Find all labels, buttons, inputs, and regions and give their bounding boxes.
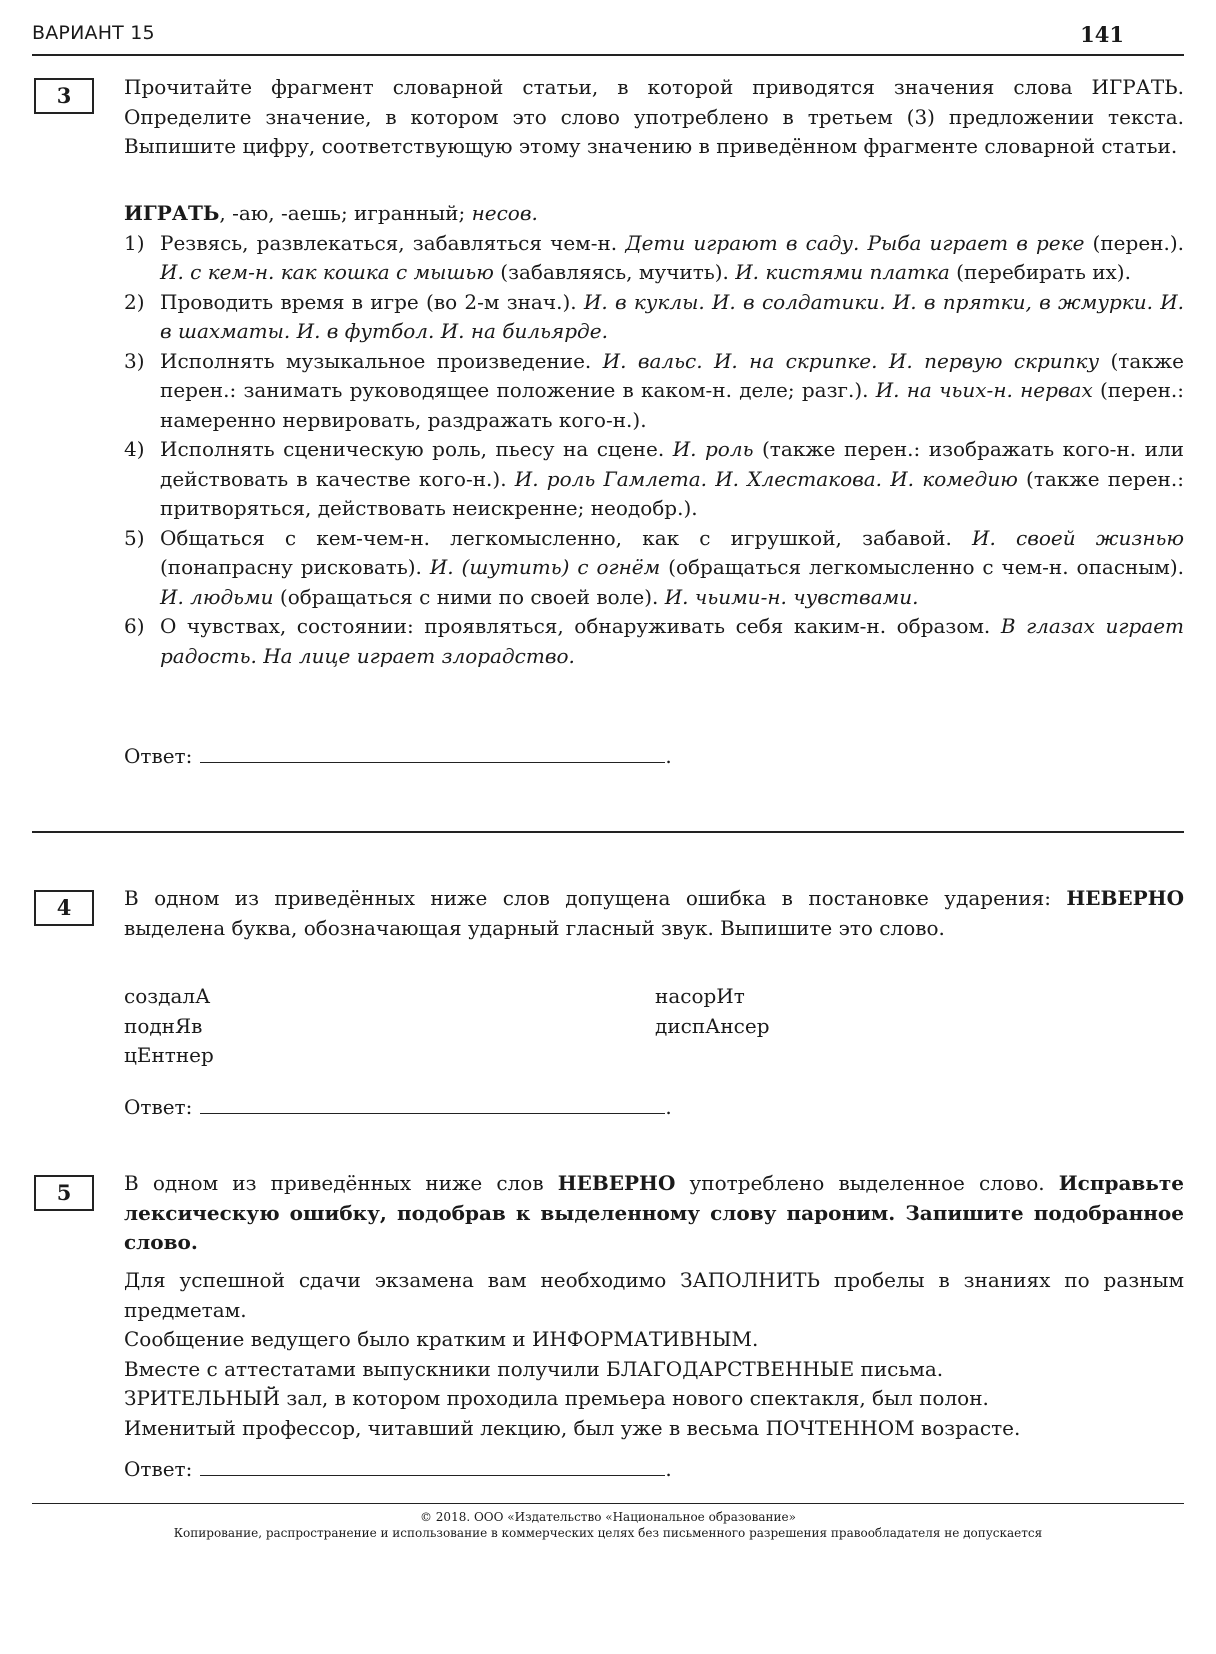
example-text: В глазах играет радость. На лице играет злорадство. bbox=[160, 614, 1184, 668]
task-5-prompt-mid: употреблено выделенное слово. bbox=[675, 1171, 1059, 1195]
definition-item bbox=[124, 229, 1184, 288]
word-list-right bbox=[655, 982, 770, 1041]
definition-text: (перен.: намеренно нервировать, раздражать кого-н.). bbox=[160, 378, 1184, 432]
example-text: И. с кем-н. как кошка с мышью bbox=[160, 260, 494, 284]
headword-aspect: несов. bbox=[471, 201, 538, 225]
definition-item bbox=[124, 435, 1184, 524]
footer-divider bbox=[32, 1503, 1184, 1504]
task-5-sentences bbox=[124, 1266, 1184, 1443]
sentence: ЗРИТЕЛЬНЫЙ зал, в котором проходила премьера нового спектакля, был полон. bbox=[124, 1386, 989, 1410]
word-option: создалА bbox=[124, 984, 211, 1008]
task-5-number: 5 bbox=[34, 1175, 94, 1211]
definition-text: (забавляясь, мучить). bbox=[493, 260, 736, 284]
example-text: И. в куклы. И. в солдатики. И. в прятки, в жмурки. И. в шахматы. И. в футбол. И. на бильярде. bbox=[160, 289, 1184, 343]
definition-text: Проводить время в игре (во 2-м знач.). bbox=[160, 289, 584, 314]
task-5-prompt-bold-2: Исправьте лексическую ошибку, подобрав к выделенному слову пароним. Запишите подобранное слово. bbox=[124, 1171, 1184, 1254]
definition-item bbox=[124, 612, 1184, 671]
task-3-answer: Ответ: . bbox=[124, 744, 672, 768]
definition-number: 3) bbox=[124, 348, 145, 373]
task-5-prompt-bold-1: НЕВЕРНО bbox=[557, 1171, 676, 1195]
example-text: И. своей жизнью bbox=[972, 525, 1185, 550]
dictionary-entry bbox=[124, 199, 1184, 671]
answer-label: Ответ: bbox=[124, 744, 193, 768]
definition-number: 4) bbox=[124, 437, 145, 461]
definition-text: (понапрасну рисковать). bbox=[160, 555, 430, 579]
sentence: Вместе с аттестатами выпускники получили БЛАГОДАРСТВЕННЫЕ письма. bbox=[124, 1356, 944, 1381]
sentence: Сообщение ведущего было кратким и ИНФОРМАТИВНЫМ. bbox=[124, 1327, 759, 1351]
definition-text: (обращаться легкомысленно с чем-н. опасным). bbox=[660, 555, 1185, 579]
definition-number: 1) bbox=[124, 230, 145, 255]
definition-text: (обращаться с ними по своей воле). bbox=[273, 584, 665, 609]
definition-text: Резвясь, развлекаться, забавляться чем-н. bbox=[160, 230, 626, 255]
headword-forms: , -аю, -аешь; игранный; bbox=[219, 201, 472, 225]
example-text: И. кистями платка bbox=[735, 260, 950, 284]
definitions-list bbox=[124, 229, 1184, 672]
section-divider bbox=[32, 831, 1184, 833]
task-5-prompt bbox=[124, 1169, 1184, 1258]
example-text: И. вальс. И. на скрипке. И. первую скрипку bbox=[602, 348, 1100, 373]
answer-label: Ответ: bbox=[124, 1457, 193, 1481]
definition-text: Исполнять сценическую роль, пьесу на сцене. bbox=[160, 437, 673, 461]
word-option: диспАнсер bbox=[655, 1013, 770, 1038]
definition-text: (также перен.: изображать кого-н. или действовать в качестве кого-н.). bbox=[160, 437, 1184, 491]
task-5-answer: Ответ: . bbox=[124, 1457, 672, 1481]
answer-label: Ответ: bbox=[124, 1095, 193, 1119]
example-text: И. людьми bbox=[160, 584, 274, 609]
task-4-prompt-post: выделена буква, обозначающая ударный гласный звук. Выпишите это слово. bbox=[124, 915, 945, 940]
task-4-prompt-pre: В одном из приведённых ниже слов допущена ошибка в постановке ударения: bbox=[124, 886, 1067, 910]
definition-item bbox=[124, 524, 1184, 613]
task-4-prompt bbox=[124, 884, 1184, 943]
answer-field[interactable] bbox=[200, 742, 665, 763]
example-text: И. роль bbox=[672, 437, 754, 461]
headword: ИГРАТЬ bbox=[124, 201, 220, 225]
footer-copyright: © 2018. ООО «Издательство «Национальное образование» bbox=[419, 1510, 796, 1524]
sentence: Именитый профессор, читавший лекцию, был уже в весьма ПОЧТЕННОМ возрасте. bbox=[124, 1415, 1021, 1440]
definition-text: Исполнять музыкальное произведение. bbox=[160, 348, 603, 373]
example-text: И. (шутить) с огнём bbox=[429, 555, 661, 579]
task-5-prompt-pre: В одном из приведённых ниже слов bbox=[124, 1171, 558, 1195]
example-text: Дети играют в саду. Рыба играет в реке bbox=[625, 230, 1085, 255]
definition-text: (перебирать их). bbox=[949, 260, 1131, 284]
word-list-left bbox=[124, 982, 214, 1071]
definition-text: О чувствах, состоянии: проявляться, обнаруживать себя каким-н. образом. bbox=[160, 614, 1001, 638]
word-option: насорИт bbox=[655, 984, 745, 1008]
word-option: поднЯв bbox=[124, 1013, 203, 1038]
header-divider bbox=[32, 54, 1184, 56]
answer-field[interactable] bbox=[200, 1455, 665, 1476]
task-4-prompt-bold: НЕВЕРНО bbox=[1066, 886, 1184, 910]
definition-number: 2) bbox=[124, 289, 145, 314]
task-3-prompt: Прочитайте фрагмент словарной статьи, в которой приводятся значения слова ИГРАТЬ. Определите значение, в котором это слово употреблено в третьем (3) предложении текста. Выпишите цифру, соответствующую этому значению в приведённом фрагменте словарной статьи. bbox=[124, 75, 1184, 158]
example-text: И. роль Гамлета. И. Хлестакова. И. комедию bbox=[514, 466, 1018, 491]
definition-text: (перен.). bbox=[1084, 230, 1185, 255]
example-text: И. на чьих-н. нервах bbox=[875, 378, 1093, 402]
page-number: 141 bbox=[1080, 22, 1124, 47]
headword-line bbox=[124, 199, 1184, 229]
variant-label: ВАРИАНТ 15 bbox=[32, 22, 155, 44]
definition-text: (также перен.: занимать руководящее положение в каком-н. деле; разг.). bbox=[160, 348, 1185, 402]
answer-field[interactable] bbox=[200, 1093, 665, 1114]
definition-text: (также перен.: притворяться, действовать неискренне; неодобр.). bbox=[160, 466, 1184, 520]
definition-item bbox=[124, 347, 1184, 436]
word-option: цЕнтнер bbox=[124, 1043, 214, 1067]
sentence: Для успешной сдачи экзамена вам необходимо ЗАПОЛНИТЬ пробелы в знаниях по разным предметам. bbox=[124, 1268, 1184, 1322]
task-3-number: 3 bbox=[34, 78, 94, 114]
definition-number: 6) bbox=[124, 614, 145, 638]
definition-text: Общаться с кем-чем-н. легкомысленно, как с игрушкой, забавой. bbox=[160, 525, 973, 550]
definition-item bbox=[124, 288, 1184, 347]
footer bbox=[32, 1509, 1184, 1541]
example-text: И. чьими-н. чувствами. bbox=[664, 584, 919, 609]
footer-notice: Копирование, распространение и использование в коммерческих целях без письменного разрешения правообладателя не допускается bbox=[173, 1526, 1043, 1540]
task-4-number: 4 bbox=[34, 890, 94, 926]
task-4-answer: Ответ: . bbox=[124, 1095, 672, 1119]
definition-number: 5) bbox=[124, 525, 145, 550]
